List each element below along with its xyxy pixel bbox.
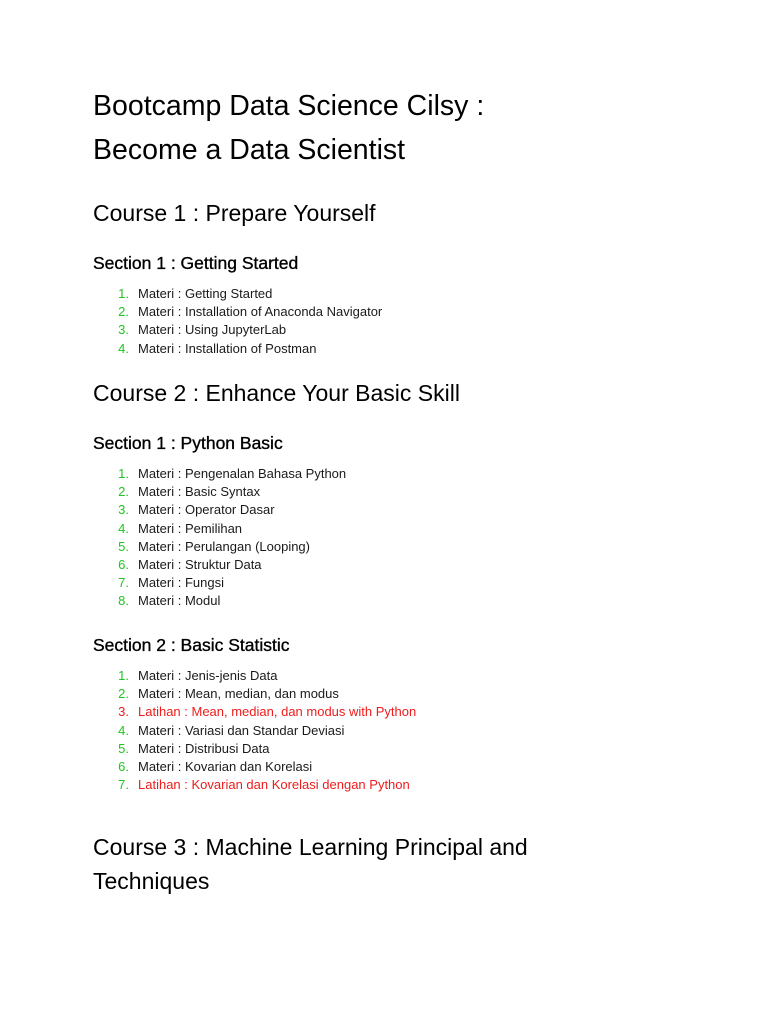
list-item-text: Materi : Getting Started (138, 286, 273, 301)
document-title-line-1: Bootcamp Data Science Cilsy : (93, 90, 485, 122)
list-item-text: Materi : Pengenalan Bahasa Python (138, 466, 347, 481)
course-1-section-1-title: Section 1 : Getting Started (93, 253, 299, 273)
list-item-text: Materi : Using JupyterLab (138, 322, 287, 338)
list-item-number: 1. (118, 466, 129, 481)
list-item-text: Materi : Jenis-jenis Data (138, 668, 278, 683)
list-item-text: Materi : Distribusi Data (138, 740, 270, 756)
list-item-number: 3. (118, 704, 129, 720)
list-item-number: 4. (118, 340, 129, 356)
list-item-number: 1. (118, 668, 129, 683)
list-item-text: Materi : Fungsi (138, 575, 224, 591)
list-item-text: Materi : Struktur Data (138, 556, 262, 572)
list-item-number: 7. (118, 575, 129, 591)
document-title-line-2: Become a Data Scientist (93, 134, 406, 166)
course-2-section-2-title: Section 2 : Basic Statistic (93, 635, 290, 655)
course-1-title: Course 1 : Prepare Yourself (93, 200, 376, 226)
list-item-number: 6. (118, 758, 129, 774)
list-item-number: 4. (118, 722, 129, 738)
list-item-number: 6. (118, 556, 129, 572)
list-item-number: 3. (118, 322, 129, 338)
list-item-text: Materi : Kovarian dan Korelasi (138, 758, 313, 774)
list-item-text: Materi : Modul (138, 593, 221, 609)
list-item-text: Materi : Pemilihan (138, 520, 243, 536)
list-item-text: Latihan : Kovarian dan Korelasi dengan Python (138, 777, 410, 793)
list-item-number: 1. (118, 286, 129, 301)
list-item-text: Materi : Operator Dasar (138, 502, 275, 518)
list-item-number: 7. (118, 777, 129, 793)
list-item-number: 2. (118, 484, 129, 500)
list-item-text: Materi : Variasi dan Standar Deviasi (138, 722, 345, 738)
list-item-text: Materi : Installation of Postman (138, 340, 317, 356)
list-item-number: 2. (118, 304, 129, 320)
list-item-number: 8. (118, 593, 129, 609)
list-item-text: Materi : Installation of Anaconda Navigator (138, 304, 383, 320)
list-item-number: 5. (118, 740, 129, 756)
list-item-number: 3. (118, 502, 129, 518)
course-3-title-line-2: Techniques (93, 868, 210, 894)
list-item-number: 2. (118, 686, 129, 702)
list-item-text: Materi : Perulangan (Looping) (138, 538, 310, 554)
list-item-number: 4. (118, 520, 129, 536)
list-item-text: Materi : Mean, median, dan modus (138, 686, 339, 702)
document-title (93, 84, 693, 172)
course-3-title (93, 830, 693, 898)
list-item-text: Latihan : Mean, median, dan modus with Python (138, 704, 417, 720)
course-3-title-line-1: Course 3 : Machine Learning Principal and (93, 834, 528, 860)
list-item-number: 5. (118, 538, 129, 554)
course-2-section-1-title: Section 1 : Python Basic (93, 433, 283, 453)
list-item-text: Materi : Basic Syntax (138, 484, 261, 500)
course-2-title: Course 2 : Enhance Your Basic Skill (93, 380, 460, 406)
